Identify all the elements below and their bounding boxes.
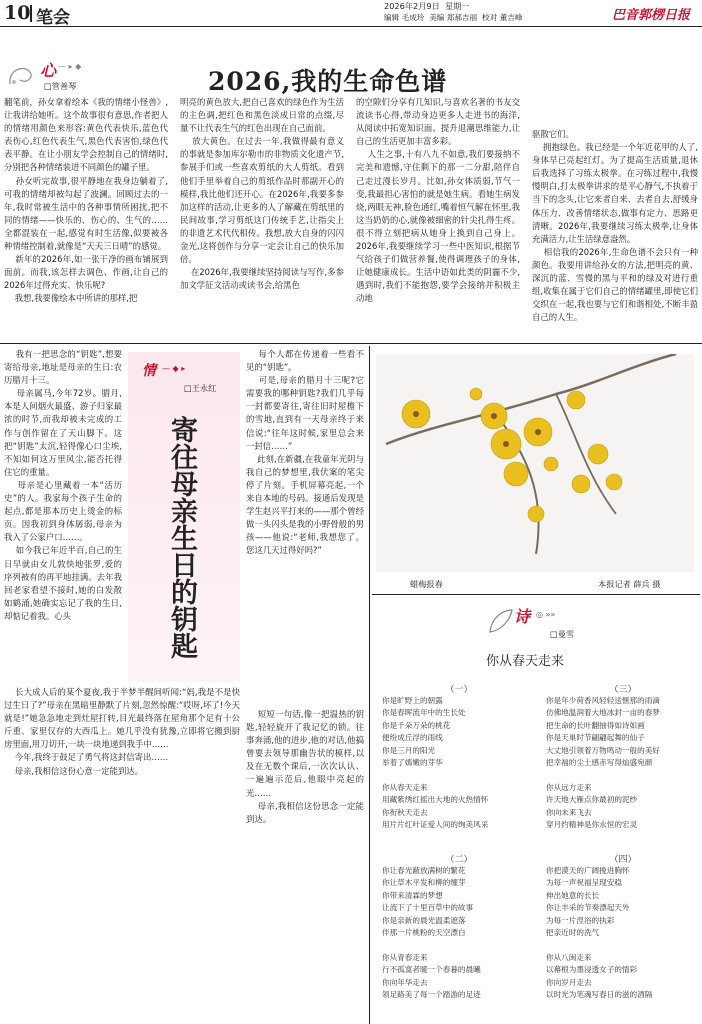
poem-line: 仿佛地温润着大地冰封一亩的春梦 xyxy=(546,708,660,718)
poem-line: 你从远方走来 xyxy=(546,782,592,792)
poem-section xyxy=(546,852,700,1001)
article1-col4: 驱散它们。 拥抱绿色。我已经是一个年近花甲的人了,身体早已亮起红灯。为了提高生活质量,退休后我选择了习练太极拳。在习练过程中,我慢慢明白,打太极拳讲求的是平心静气,不执着于当下的念头,让它来者自来、去者自去,舒缓身体压力、改善情绪状态,做事有定力、思路更清晰。2026年,我要继续习练太极拳,让身体充满活力,让生活绿意盎然。 相信我的2026年,生命色谱不会只有一种颜色。我要用讲给孙女的方法,把明亮的黄、深沉的蓝、雪慢的黑与平和的绿及对进行重组,收集在属于它们自己的情绪罐里,即使它们交织在一起,我也要与它们和谐相处,不断丰盈自己的人生。 xyxy=(532,129,698,323)
poem-line: 你向年华走去 xyxy=(382,977,428,987)
proof-credit: 校对 董吉峰 xyxy=(482,13,523,22)
poem-line: 你从青春走来 xyxy=(382,952,428,962)
swirl-ornament-icon xyxy=(6,60,40,90)
poem-line: 用片片红叶证爱人间的绚美风采 xyxy=(382,819,489,829)
poem-line: 伸出她意的长长 xyxy=(546,890,600,900)
article2-title: 寄往母亲生日的钥匙 xyxy=(166,416,197,659)
photo-credit: 本报记者 薛兵 摄 xyxy=(598,579,661,589)
poem-line: 以时光为笔魂写春日的滋的酒隔 xyxy=(546,989,653,999)
poem-section xyxy=(382,852,536,1001)
poem-line: 把生命的长叶翻抽得如诗如画 xyxy=(546,720,645,730)
photo-caption: 蜡梅报春 xyxy=(410,579,443,589)
page-number: 10 xyxy=(4,2,31,24)
article1-bottom-rule xyxy=(0,343,702,344)
poem-section-number: （一） xyxy=(445,685,473,695)
poem-line: 你从春天走来 xyxy=(382,782,428,792)
poem-line: 领足路美了每一个踏游的足迹 xyxy=(382,989,481,999)
plum-blossom-photo xyxy=(376,354,694,572)
weekday-text: 星期一 xyxy=(445,1,470,11)
designer-credit: 美编 郑郝吉丽 xyxy=(429,13,478,22)
blossom-branch-icon xyxy=(376,354,694,572)
article1-column-badge xyxy=(6,58,96,94)
photo-bottom-rule xyxy=(372,594,700,595)
poem-line: 举着了嫣嫩的芽华 xyxy=(382,757,443,767)
article2-column-tag: 情 xyxy=(142,363,156,379)
poem-line xyxy=(546,939,700,951)
poem-line: 穿月约精神是你永恒的宏灵 xyxy=(546,819,638,829)
poem-line: 伴那一片桃粉的天空漂白 xyxy=(382,927,466,937)
poem-section xyxy=(546,682,700,831)
center-vertical-rule xyxy=(369,346,370,1024)
poem-section xyxy=(382,682,536,831)
poem-line xyxy=(382,769,536,781)
page-header xyxy=(0,0,702,26)
article2-col-left: 我有一把思念的“钥匙”,想要寄给母亲,地址是母亲的生日:农历腊月十三。 母亲属马,今年72岁。腊月,本是人间烟火最盛、游子归家最浓的时节,而我却被未完成的工作与创作留在了天山脚下。这把“钥匙”太沉,轻得像心口尘埃,不知如何这万里风尘,能否托得住它的重量。 母亲是心里藏着一本“活历史”的人。我家每个孩子生命的起点,都是那本历史上烫金的标页。因我初到身体孱弱,母亲为我入了公家户口……。 如今我已年近半百,自己的生日早就由女儿敦快地张罗,爱的序列被有的再平地挂满。去年我回老家看望不接时,她的白发散如鹤涌,她确实忘记了我的生日,却惦记着我。心头 xyxy=(4,349,122,621)
article1-author: □管善琴 xyxy=(44,81,77,91)
poem-column-badge xyxy=(486,602,626,646)
poem-line: 用藏紫绣红摇出大地的火热情怀 xyxy=(382,795,489,805)
article1-col3: 的空隙们分享有几知识,与喜欢名著的书友交流读书心得,带动身边更多人走进书的海洋,从阅读中拓宽知识面、提升退潮思维能力,让自己的生活更加丰富多彩。 人生之事,十有八九不如意,我们要接纳不完美和遗憾,守住剩下的那一二分甜,陪伴自己走过漫长岁月。比如,孙女体质弱,节气一变,我最担心害怕的就是她生病。看她生病发烧,两眼无神,脸色通红,嘴着恒气解在怀里,我这当奶奶的心,就像被细密的针尖扎得生疼。很不得立刻把病从她身上换到自己身上。2026年,我要继续学习一些中医知识,根据节气给孩子们做营养餐,使得调理孩子的身体,让她健康成长。生活中语如此类的阴霾不少,遇到时,我们不能抱怨,要学会接纳并积极主动地 xyxy=(356,97,520,304)
date-text: 2026年2月9日 xyxy=(384,1,440,11)
header-rule xyxy=(0,26,702,27)
poem-line: 你是旷野上的朝露 xyxy=(382,696,443,705)
poem-section-number: （三） xyxy=(609,685,637,695)
poem-column-tag: 诗 xyxy=(514,607,531,626)
poem-line: 为每一片涅浴的执彩 xyxy=(546,915,615,925)
poem-line: 你是年少荷香风轻轻送惬那的雨滴 xyxy=(546,696,660,705)
poem-line: 你是春晖流年中的生长处 xyxy=(382,708,466,718)
poem-line: 为每一声祝福呈现安稳 xyxy=(546,878,622,888)
poem-line: 你带来清霖的梦想 xyxy=(382,890,443,900)
poem-line: 以幕根为墨浸透女子的情彩 xyxy=(546,965,638,975)
article2-title-box xyxy=(128,352,240,682)
poem-column-deco: ◎ »» xyxy=(536,610,556,619)
poem-line: 你是千朵万朵的桃花 xyxy=(382,720,451,730)
article2-col-mid: 长大成人后的某个夏夜,我于半梦半醒间听闻:“妈,我是不是快过生日了?”母亲在黑暗里静默了片刻,忽然惊醒:“哎呀,坏了!今天就是!”她急急地走到灶屋打转,目光最终落在屋角那个足有十公斤重、家里仅存的大西瓜上。她几乎没有犹豫,立即将它搬到厨房里面,用刀切开,一块一块地递到我手中…… 今年,我终于鼓足了勇气将这封信寄出…… 母亲,我相信这份心意一定能到达。 xyxy=(4,687,240,776)
poem-author: □曼雪 xyxy=(550,629,575,639)
poem-line: 你向未来飞去 xyxy=(546,807,592,817)
poem-line: 行不孤寞者暖一个春暮的晨曦 xyxy=(382,965,481,975)
poem-section-number: （四） xyxy=(609,855,637,865)
poem-line: 你让草木平发和柳的缠芽 xyxy=(382,878,466,888)
poem-line: 把幸福的尘土感赤写得灿盛宛颜 xyxy=(546,757,653,767)
article1-column-tag: 心 xyxy=(40,61,57,80)
poem-line: 你把漠天的广阔挽进胸怀 xyxy=(546,866,630,875)
article1-col2: 明亮的黄色放大,把自己喜欢的绿色作为生活的主色调,把红色和黑色淡成日常的点缀,尽量不让代表生气的红色出现在自己面前。 放大黄色。在过去一年,我做得最有意义的事就是参加库尔勒市的非物质文化遗产节,参展手们或一些喜欢剪纸的大人剪纸。看到他们手里举着自己的剪纸作品时那副开心的模样,我比他们还开心。在2026年,我要多参加这样的活动,让更多的人了解藏在剪纸里的民间故事,学习剪纸这门传统手艺,让指尖上的非遗艺术代代相传。我想,放大自身的闪闪金光,这将创作与分享一定会让自己的快乐加倍。 在2026年,我要继续坚持阅读与写作,多参加文学征文活动或读书会,给黑色 xyxy=(180,97,344,291)
article2-column-deco: — ◆ ▸ xyxy=(162,364,186,373)
poem-line xyxy=(546,769,700,781)
poem-section-number: （二） xyxy=(445,855,473,865)
article2-author: □王永红 xyxy=(184,383,217,393)
article1-title: 2026,我的生命色谱 xyxy=(208,67,448,96)
staff-line xyxy=(384,12,522,25)
poem-line: 你从八闽走来 xyxy=(546,952,592,962)
poem-line: 大丈地引领着万物鸣动一般的美好 xyxy=(546,745,660,755)
article2-col-right: 每个人都在传递着一些看不见的“钥匙”。 可是,母亲的腊月十三呢?它需要我的哪种钥匙?我们几乎每一封都要寄往,寄往旧时屋檐下的雪地,直到有一天母亲终于来信说:“往年这时候,家里总会来一封信……” 此刻,在新疆,在我童年光阴与我自己的梦想里,我伏案的笔尖停了片刻。手机屏幕亮起,一个来自本地的号码。接通后发现是学生赵兴平打来的——那个曾经做一头闪头是我的小野骨般的男孩——他说:“老师,我想您了。您这几天过得好吗?” xyxy=(246,349,364,556)
section-name: 笔会 xyxy=(36,8,70,28)
poem-line xyxy=(382,939,536,951)
article1-col1: 翻笔前，孙女拿着绘本《我的情绪小怪兽》,让我讲给她听。这个故事很有意思,作者把人的情绪用颜色来形容:黄色代表快乐,蓝色代表伤心,红色代表生气,黑色代表害怕,绿色代表平静。在让小朋友学会控制自己的情绪时,分别把各种情绪装进不同颜色的罐子里。 孙女听完故事,很平静地在我身边躺着了,可我的情绪却被勾起了波澜。回顾过去的一年,我时常被生活中的各种事情所困扰,把不同的情绪——快乐的、伤心的、生气的……全都混装在一起,感觉有时生活像,似要被各种情绪控制着,就像是“天天三日晴”的感觉。 新年的2026年,如一张干净的画布铺展到面前。而我,该怎样去调色、作画,让自己的2026年过得充实、快乐呢? 我想,我要像绘本中所讲的那样,把 xyxy=(4,97,168,304)
header-divider xyxy=(30,5,32,22)
poem-line: 便纷成丘浮的雨线 xyxy=(382,733,443,743)
article1-column-deco: — ▸ ◆ xyxy=(58,62,82,71)
poem-line: 你让春光蔽放满树的繁花 xyxy=(382,866,466,875)
poem-line: 许天地大雁点你最初的泥纱 xyxy=(546,795,638,805)
poem-title: 你从春天走来 xyxy=(486,654,565,669)
poem-line: 你衔秋天走去 xyxy=(382,807,428,817)
article2-col-bottom: 短短一句话,像一把温热的钥匙,轻轻旋开了我记忆的锁。往事奔涌,他的进步,他的对话,他搞曾要去领导那幽告状的模样,以及在无数个课后,一次次认认、一遍遍示范后,他眼中亮起的光…… 母亲,我相信这份思念一定能到达。 xyxy=(246,709,364,824)
editor-credit: 编辑 毛成玲 xyxy=(384,13,425,22)
masthead-logo: 巴音郭楞日报 xyxy=(612,8,691,23)
poem-line: 让流下了十里百草中的故事 xyxy=(382,903,474,913)
poem-line: 你是亲新的晨光温柔遮落 xyxy=(382,915,466,925)
leaf-ornament-icon xyxy=(486,606,516,636)
poem-line: 你是天巢时节翩翩起舞的仙子 xyxy=(546,733,645,743)
poem-line: 你是三月的阳光 xyxy=(382,745,436,755)
poem-line: 把亲近时的洗气 xyxy=(546,927,600,937)
poem-line: 你向岁月走去 xyxy=(546,977,592,987)
issue-date xyxy=(384,0,470,13)
poem-line: 你让丰采的节奏漂起天外 xyxy=(546,903,630,913)
